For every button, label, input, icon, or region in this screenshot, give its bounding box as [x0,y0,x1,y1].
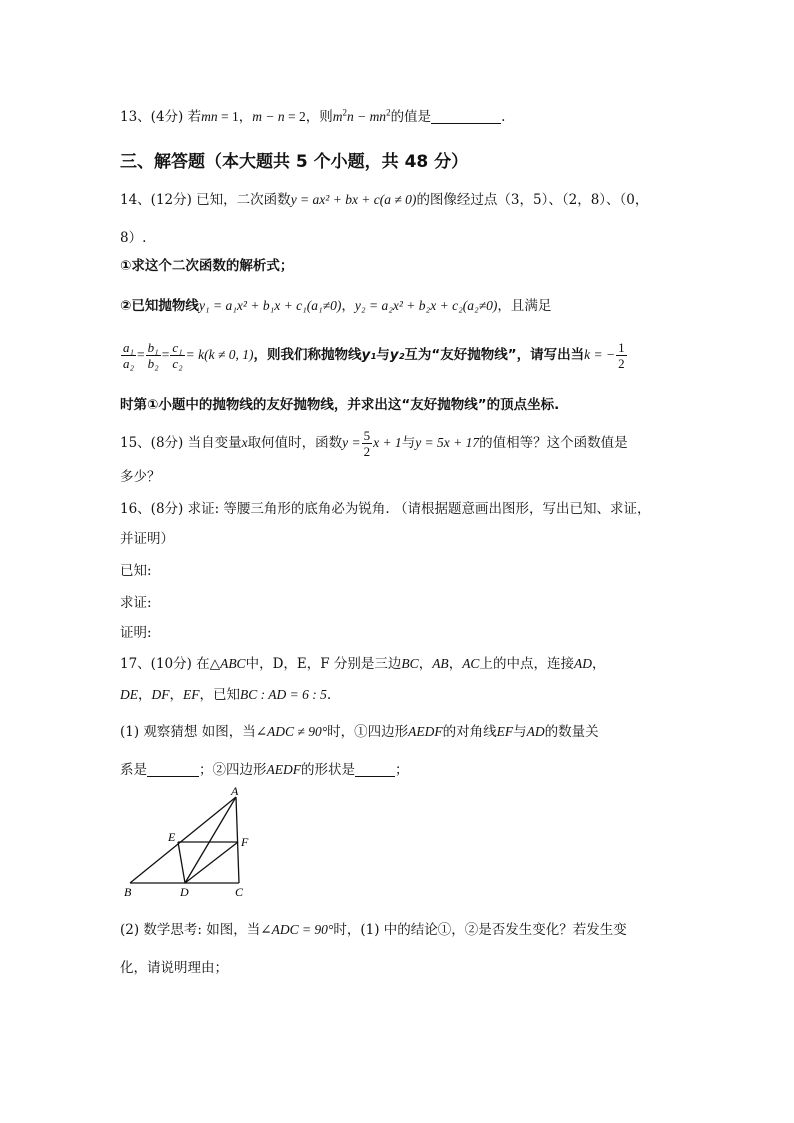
question-17-part1-line2: 系是 ；②四边形AEDF的形状是 ； [120,762,409,778]
segment-ad [185,797,236,883]
question-16-line2: 并证明） [120,531,174,547]
prove-label: 求证: [120,595,152,611]
question-14-line1: 14、(12分) 已知，二次函数y = ax² + bx + c(a ≠ 0)的图像经过点（3，5）、（2，8）、（0， [120,192,649,208]
question-17-line2: DE，DF，EF，已知BC : AD = 6 : 5. [120,687,332,703]
ratio-c: $\frac{\text{c₁}}{\text{c₂}}$ [172,340,183,371]
question-17-line1: 17、(10分) 在△ABC中，D，E，F 分别是三边BC，AB，AC上的中点，连接AD， [120,656,606,672]
label-a: A [231,785,239,798]
section-title: 三、解答题（本大题共 5 个小题，共 48 分） [120,152,469,172]
question-14-condition: $\frac{\text{a₁}}{\text{a₂}}$ = $\frac{\text{b₁}}{\text{b₂}}$ = $\frac{\text{c₁}}{\text{c₂}}$ = k(k ≠ 0, 1)，则我们称抛物线y₁与y₂互为“友好抛物线”，请写出当k = − $\frac{1}{2}$ [123,340,625,371]
proof-label: 证明: [120,625,152,641]
label-e: E [168,830,176,844]
question-17-part2-line2: 化，请说明理由； [120,960,228,976]
question-14-last: 时第①小题中的抛物线的友好抛物线，并求出这“友好抛物线”的顶点坐标. [120,397,560,413]
five-halves-fraction: $\frac{5}{2}$ [363,428,371,459]
question-16-line1: 16、(8分) 求证: 等腰三角形的底角必为锐角. （请根据题意画出图形，写出已知、求证， [120,501,651,517]
segment-de [178,842,185,883]
k-fraction: $\frac{1}{2}$ [618,340,625,371]
triangle-figure [118,785,258,900]
answer-blank [355,762,395,777]
label-c: C [235,885,244,899]
question-13: 13、(4分) 若mn = 1，m − n = 2，则$m^2n - mn^2$的值是 . [120,107,506,125]
label-f: F [241,835,249,849]
question-14-part1: ①求这个二次函数的解析式； [120,258,294,274]
known-label: 已知: [120,563,152,579]
question-17-part2: (2) 数学思考: 如图，当∠ADC = 90°时，(1) 中的结论①，②是否发生变化？若发生变 [120,922,627,938]
question-14-line2: 8）. [120,230,147,246]
question-17-part1: (1) 观察猜想 如图，当∠ADC ≠ 90°时，①四边形AEDF的对角线EF与AD的数量关 [120,724,599,740]
answer-blank [431,109,501,124]
label-b: B [124,885,132,899]
ratio-b: $\frac{\text{b₁}}{\text{b₂}}$ [147,340,159,371]
answer-blank [147,762,199,777]
label-d: D [180,885,189,899]
ratio-a: $\frac{\text{a₁}}{\text{a₂}}$ [123,340,135,371]
question-14-part2: ②已知抛物线y₁ = a₁x² + b₁x + c₁(a₁≠0)，y₂ = a₂x² + b₂x + c₂(a₂≠0)，且满足 [120,298,552,314]
question-15-line1: 15、(8分) 当自变量x取何值时，函数y = $\frac{5}{2}$ x + 1与y = 5x + 17的值相等？这个函数值是 [120,428,628,459]
segment-df [185,842,238,883]
question-15-line2: 多少？ [120,469,161,485]
segment-ac [236,797,239,883]
